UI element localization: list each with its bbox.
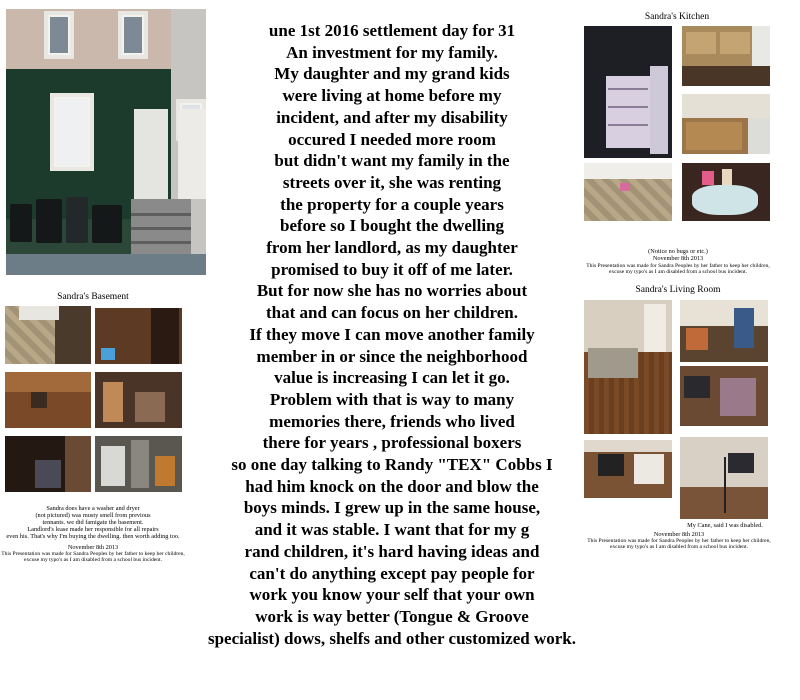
story-line: work is way better (Tongue & Groove <box>255 606 529 626</box>
basement-caption-line-4: Landlord's lease made her responsible for all repairs <box>27 526 159 533</box>
story-line: rand children, it's hard having ideas and <box>244 541 540 561</box>
story-line: work you know your self that your own <box>249 585 535 605</box>
story-line: An investment for my family. <box>286 42 498 62</box>
basement-disclaimer-line-1: This Presentation was made for Sandra Peoples by her father to keep her children, <box>1 551 185 557</box>
kitchen-date: November 8th 2013 <box>652 255 704 262</box>
living-room-toys-photo <box>680 300 768 362</box>
story-line: promised to buy it off of me later. <box>271 259 513 279</box>
story-line: the property for a couple years <box>280 194 504 214</box>
basement-date: November 8th 2013 <box>67 544 119 551</box>
kitchen-floor-photo <box>584 163 672 221</box>
living-room-title: Sandra's Living Room <box>635 285 721 295</box>
living-room-cane-caption: My Cane, said I was disabled. <box>687 522 763 529</box>
house-exterior-photo <box>6 9 206 275</box>
story-line: had him knock on the door and blow the <box>245 476 539 496</box>
living-room-couch-photo <box>584 300 672 434</box>
story-line: so one day talking to Randy "TEX" Cobbs I <box>231 455 553 475</box>
story-line: before so I bought the dwelling <box>279 216 504 236</box>
story-line: boys minds. I grew up in the same house, <box>243 498 541 518</box>
story-line: there for years , professional boxers <box>262 433 522 453</box>
story-line: from her landlord, as my daughter <box>266 238 518 258</box>
story-line: member in or since the neighborhood <box>256 346 528 366</box>
kitchen-disclaimer-line-2: excuse my typo's as I am disabled from a school bus incident. <box>608 269 748 275</box>
story-line: Problem with that is way to many <box>269 389 515 409</box>
basement-utility-photo <box>95 436 182 492</box>
living-room-tv-stand-photo <box>584 440 672 498</box>
story-line: streets over it, she was renting <box>282 172 502 192</box>
kitchen-counter-photo <box>682 94 770 154</box>
story-line: une 1st 2016 settlement day for 31 <box>268 21 516 40</box>
story-line: and it was stable. I want that for my g <box>254 520 530 540</box>
basement-caption-line-1: Sandra does have a washer and dryer <box>46 505 140 512</box>
living-room-tv-corner-photo <box>680 366 768 426</box>
basement-floor-photo <box>5 372 91 428</box>
story-line: but didn't want my family in the <box>274 151 510 171</box>
kitchen-note: (Notice no bugs or etc.) <box>648 248 708 255</box>
basement-caption-line-2: (not pictured) was musty smell from previous <box>35 512 151 519</box>
basement-steps-photo <box>95 308 182 364</box>
kitchen-disclaimer-line-1: This Presentation was made for Sandra Peoples by her father to keep her children, <box>586 263 770 269</box>
kitchen-fridge-photo <box>584 26 672 158</box>
basement-corner-photo <box>5 436 91 492</box>
story-line: If they move I can move another family <box>249 324 535 344</box>
main-story-text <box>182 20 602 649</box>
living-room-date: November 8th 2013 <box>653 531 705 538</box>
living-room-disclaimer-line-2: excuse my typo's as I am disabled from a school bus incident. <box>609 544 749 550</box>
basement-caption-line-3: tennants. we did famigate the basement. <box>42 519 144 526</box>
living-room-cane-photo <box>680 437 768 519</box>
story-line: value is increasing I can let it go. <box>274 368 510 388</box>
kitchen-table-photo <box>682 163 770 221</box>
basement-storage-photo <box>95 372 182 428</box>
kitchen-cabinets-photo <box>682 26 770 86</box>
basement-title: Sandra's Basement <box>57 292 129 302</box>
story-line: memories there, friends who lived <box>269 411 515 431</box>
basement-stairs-photo <box>5 306 91 364</box>
kitchen-title: Sandra's Kitchen <box>644 12 710 22</box>
story-line: can't do anything except pay people for <box>249 563 535 583</box>
story-line: But for now she has no worries about <box>256 281 528 301</box>
story-line: were living at home before my <box>282 86 502 106</box>
basement-disclaimer-line-2: excuse my typo's as I am disabled from a school bus incident. <box>23 557 163 563</box>
basement-caption-line-5: even his. That's why I'm buying the dwelling. then worth adding too. <box>6 533 180 540</box>
story-line: occured I needed more room <box>288 129 496 149</box>
story-line: specialist) dows, shelfs and other customized work. <box>207 628 577 648</box>
living-room-disclaimer-line-1: This Presentation was made for Sandra Peoples by her father to keep her children, <box>587 538 771 544</box>
story-line: My daughter and my grand kids <box>274 64 510 84</box>
story-line: incident, and after my disability <box>276 107 508 127</box>
story-line: that and can focus on her children. <box>265 303 519 323</box>
